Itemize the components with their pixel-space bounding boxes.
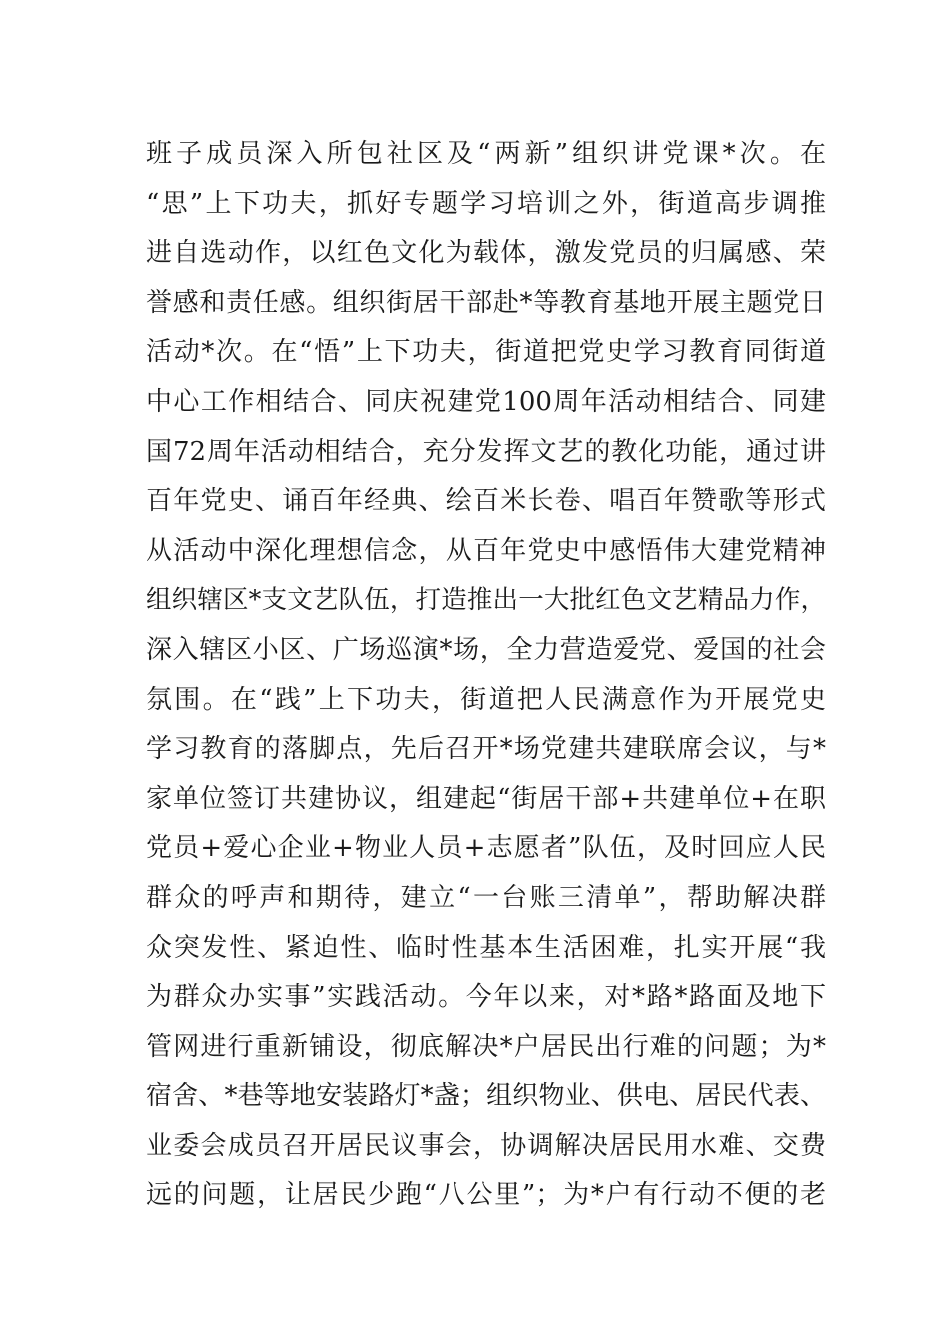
text-line: 群众的呼声和期待，建立“一台账三清单”，帮助解决群 — [146, 882, 826, 913]
text-line: 业委会成员召开居民议事会，协调解决居民用水难、交费 — [146, 1130, 826, 1161]
text-line: 家单位签订共建协议，组建起“街居干部+共建单位+在职 — [146, 783, 826, 814]
text-line: 远的问题，让居民少跑“八公里”；为*户有行动不便的老 — [146, 1180, 826, 1211]
text-line: 为群众办实事”实践活动。今年以来，对*路*路面及地下 — [146, 982, 826, 1013]
text-line: 班子成员深入所包社区及“两新”组织讲党课*次。在 — [146, 139, 826, 169]
body-paragraph — [146, 130, 826, 1221]
text-line: 进自选动作，以红色文化为载体，激发党员的归属感、荣 — [146, 238, 826, 269]
text-line: 国72周年活动相结合，充分发挥文艺的教化功能，通过讲 — [146, 436, 826, 467]
text-line: 百年党史、诵百年经典、绘百米长卷、唱百年赞歌等形式 — [146, 486, 826, 517]
text-line: “思”上下功夫，抓好专题学习培训之外，街道高步调推 — [146, 188, 826, 219]
text-line: 组织辖区*支文艺队伍，打造推出一大批红色文艺精品力作， — [146, 585, 826, 616]
text-line: 氛围。在“践”上下功夫，街道把人民满意作为开展党史 — [146, 684, 826, 715]
text-line: 活动*次。在“悟”上下功夫，街道把党史学习教育同街道 — [146, 337, 826, 368]
text-line: 深入辖区小区、广场巡演*场，全力营造爱党、爱国的社会 — [146, 634, 826, 665]
text-line: 众突发性、紧迫性、临时性基本生活困难，扎实开展“我 — [146, 932, 826, 963]
text-line: 从活动中深化理想信念，从百年党史中感悟伟大建党精神 — [146, 535, 826, 566]
text-line: 党员+爱心企业+物业人员+志愿者”队伍，及时回应人民 — [146, 833, 826, 864]
text-line: 学习教育的落脚点，先后召开*场党建共建联席会议，与* — [146, 734, 826, 765]
text-line: 誉感和责任感。组织街居干部赴*等教育基地开展主题党日 — [146, 287, 826, 318]
text-line: 宿舍、*巷等地安装路灯*盏；组织物业、供电、居民代表、 — [146, 1081, 826, 1112]
text-line: 管网进行重新铺设，彻底解决*户居民出行难的问题；为* — [146, 1031, 826, 1062]
text-line: 中心工作相结合、同庆祝建党100周年活动相结合、同建 — [146, 386, 826, 417]
